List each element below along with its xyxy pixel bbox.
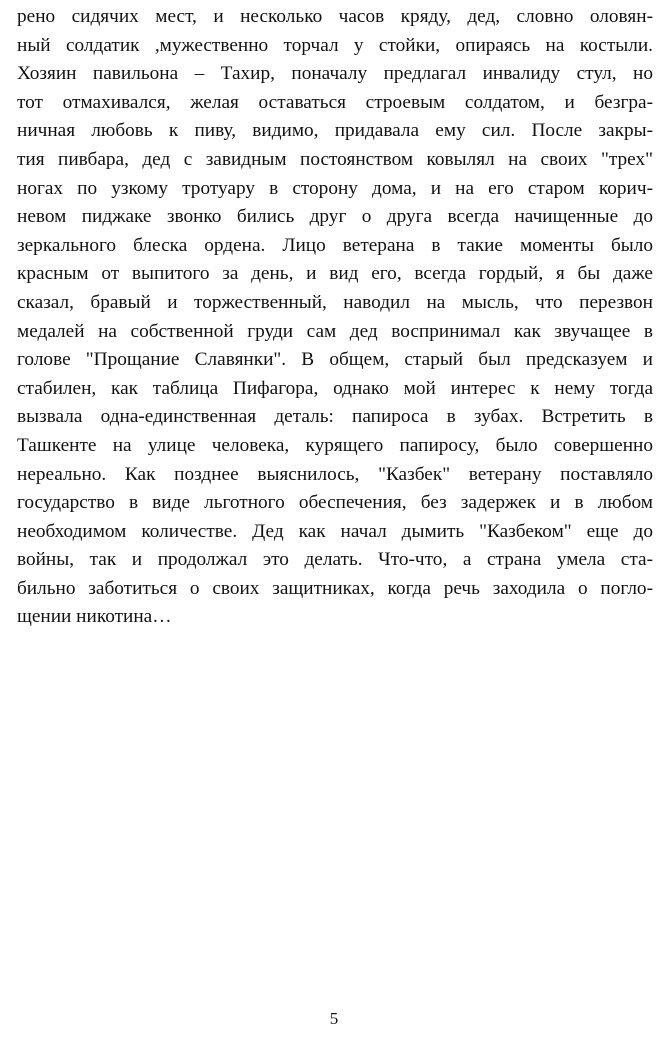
text-line: войны, так и продолжал это делать. Что-что, а страна умела ста- [17, 549, 653, 571]
text-line: нереально. Как позднее выяснилось, "Казбек" ветерану поставляло [17, 463, 653, 485]
text-line: Ташкенте на улице человека, курящего папиросу, было совершенно [17, 434, 653, 456]
text-line: вызвала одна-единственная деталь: папироса в зубах. Встретить в [17, 406, 653, 428]
text-line: необходимом количестве. Дед как начал дымить "Казбеком" еще до [17, 520, 653, 542]
text-line: рено сидячих мест, и несколько часов кряду, дед, словно оловян- [17, 6, 653, 27]
text-line-last: щении никотина… [17, 606, 172, 628]
text-line: тия пивбара, дед с завидным постоянством ковылял на своих "трех" [17, 148, 653, 170]
text-line: ничная любовь к пиву, видимо, придавала ему сил. После закры- [17, 120, 653, 142]
text-line: тот отмахивался, желая оставаться строевым солдатом, и безгра- [17, 91, 653, 113]
text-line: ный солдатик ,мужественно торчал у стойки, опираясь на костыли. [17, 34, 653, 56]
text-line: сказал, бравый и торжественный, наводил на мысль, что перезвон [17, 291, 653, 313]
text-line: голове "Прощание Славянки". В общем, старый был предсказуем и [17, 349, 653, 371]
page-number: 5 [329, 1009, 339, 1028]
text-line: медалей на собственной груди сам дед воспринимал как звучащее в [17, 320, 653, 342]
text-line: государство в виде льготного обеспечения, без задержек и в любом [17, 492, 653, 514]
text-line: стабилен, как таблица Пифагора, однако мой интерес к нему тогда [17, 377, 653, 399]
text-line: красным от выпитого за день, и вид его, всегда гордый, я бы даже [17, 263, 653, 285]
text-line: Хозяин павильона – Тахир, поначалу предлагал инвалиду стул, но [17, 63, 653, 85]
text-line: невом пиджаке звонко бились друг о друга всегда начищенные до [17, 206, 653, 228]
text-line: ногах по узкому тротуару в сторону дома, и на его старом корич- [17, 177, 653, 199]
body-text [17, 3, 653, 632]
text-line: бильно заботиться о своих защитниках, когда речь заходила о поглo- [17, 577, 653, 599]
text-line: зеркального блеска ордена. Лицо ветерана в такие моменты было [17, 234, 653, 256]
